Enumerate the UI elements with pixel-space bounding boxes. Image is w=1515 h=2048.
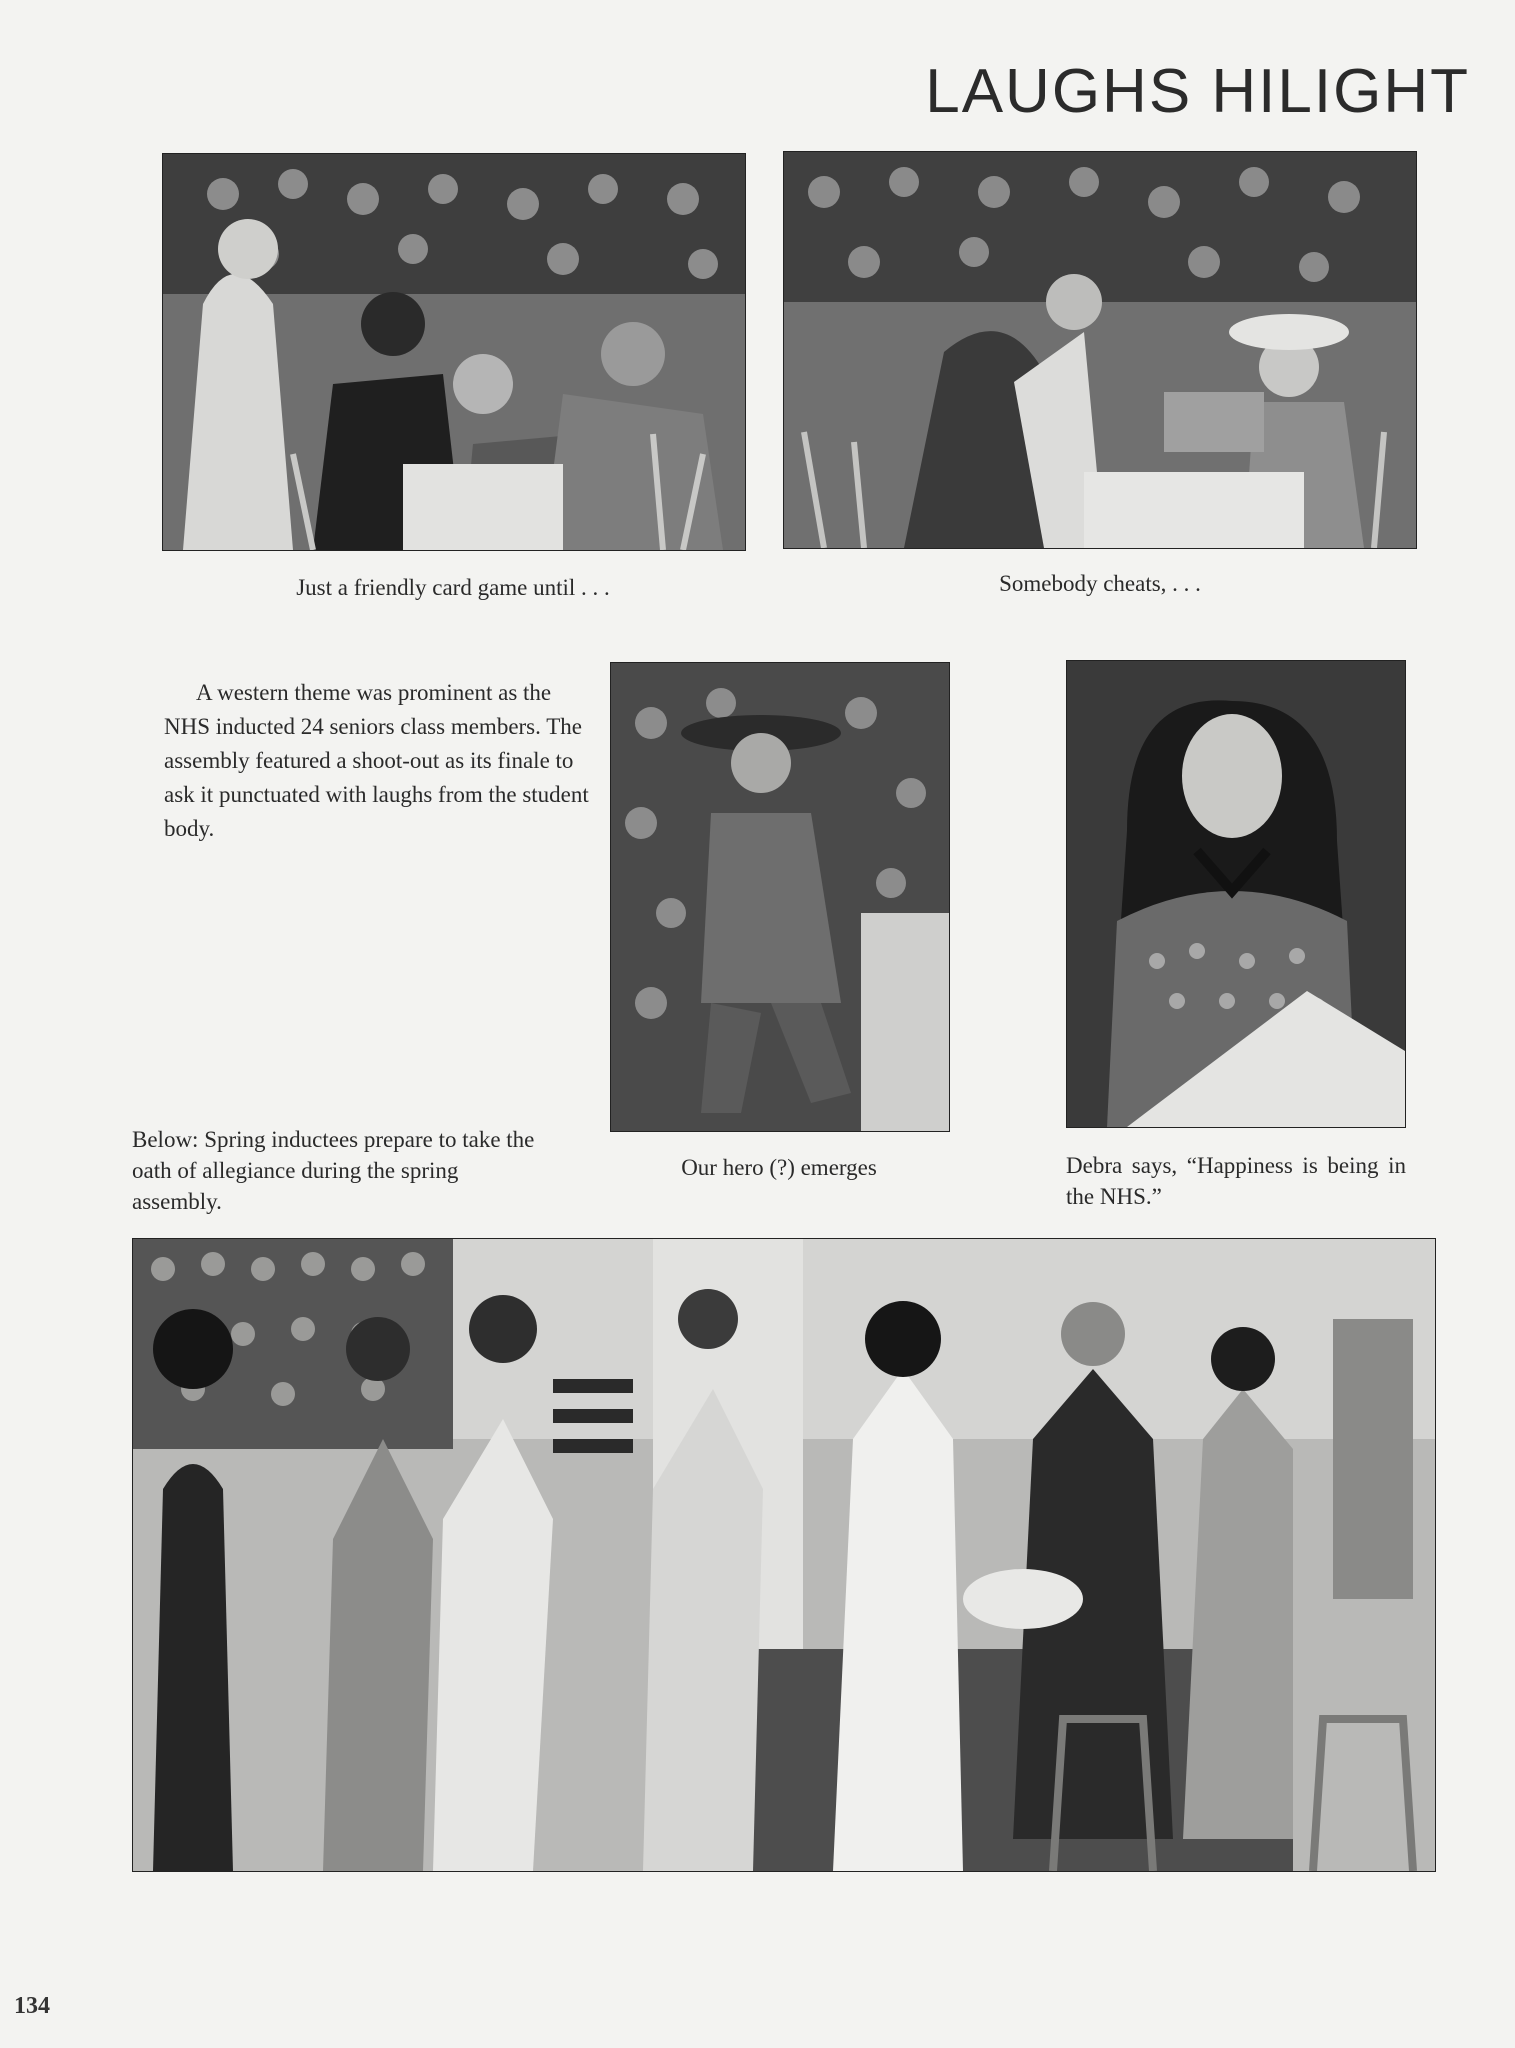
cheats-photo (783, 151, 1417, 549)
card-game-caption: Just a friendly card game until . . . (296, 575, 610, 600)
article-body: A western theme was prominent as the NHS inducted 24 seniors class members. The assembly featured a shoot-out as its finale to ask it punctuated with laughs from the student body. (164, 680, 589, 841)
hero-photo (610, 662, 950, 1132)
card-game-photo (162, 153, 746, 551)
page-number: 134 (14, 1993, 50, 2019)
hero-caption: Our hero (?) emerges (681, 1155, 877, 1180)
inductees-photo (132, 1238, 1436, 1872)
inductees-caption: Below: Spring inductees prepare to take the oath of allegiance during the spring assembly. (132, 1127, 535, 1214)
debra-photo (1066, 660, 1406, 1128)
page-title: LAUGHS HILIGHT (925, 57, 1470, 126)
cheats-caption: Somebody cheats, . . . (999, 571, 1201, 596)
debra-caption: Debra says, “Happiness is being in the NHS.” (1066, 1153, 1406, 1209)
